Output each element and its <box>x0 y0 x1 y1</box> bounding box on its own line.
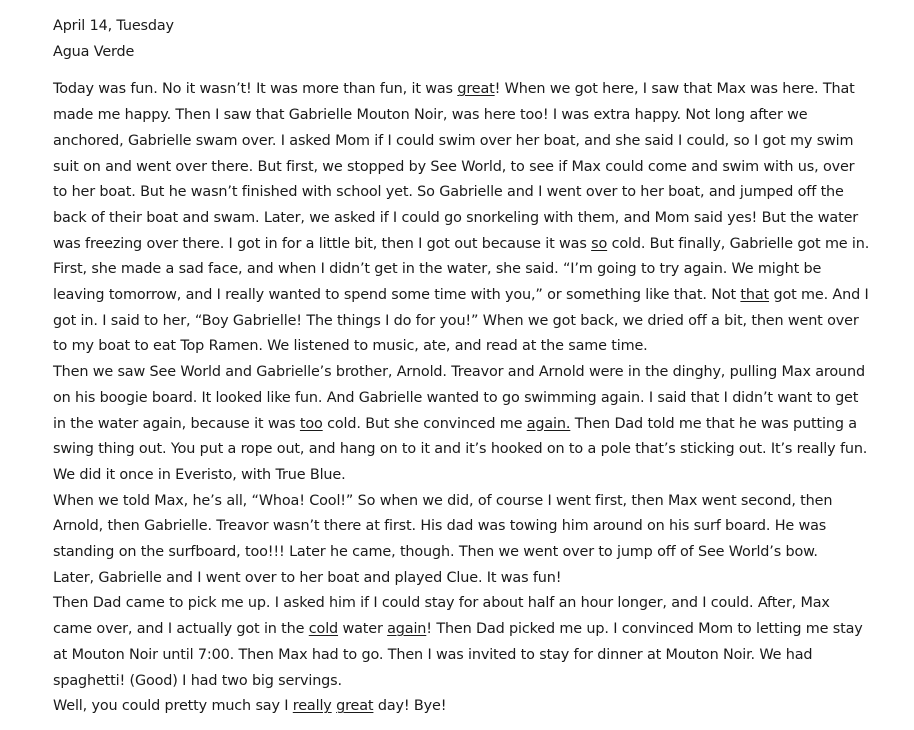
entry-paragraph <box>53 360 873 489</box>
underlined-word: that <box>740 287 770 304</box>
text-run: Then Dad told me that he was putting a swing thing out. You put a rope out, and hang on to it and it’s hooked on to a pole that’s sticking out. It’s really fun. We did it once in Everisto, with True Blue. <box>53 415 868 483</box>
text-run: got me. And I got in. I said to her, “Boy Gabrielle! The things I do for you!” When we got back, we dried off a bit, then went over to my boat to eat Top Ramen. We listened to music, ate, and read at the same time. <box>53 287 869 355</box>
entry-body <box>53 77 873 720</box>
text-run: When we told Max, he’s all, “Whoa! Cool!” So when we did, of course I went first, then Max went second, then Arnold, then Gabrielle. Treavor wasn’t there at first. His dad was towing him around on his surf board. He was standing on the surfboard, too!!! Later he came, though. Then we went over to jump off of See World’s bow. <box>53 492 833 561</box>
underlined-word: again <box>387 621 427 638</box>
underlined-word: really <box>292 698 332 715</box>
underlined-word: cold <box>308 621 339 638</box>
text-run: Today was fun. No it wasn’t! It was more than fun, it was <box>53 81 458 98</box>
entry-paragraph <box>53 694 873 720</box>
text-run: ! When we got here, I saw that Max was here. That made me happy. Then I saw that Gabrielle Mouton Noir, was here too! I was extra happy. Not long after we anchored, Gabrielle swam over. I asked Mom if I could swim over her boat, and she said I could, so I got my swim suit on and went over there. But first, we stopped by See World, to see if Max could come and swim with us, over to her boat. But he wasn’t finished with school yet. So Gabrielle and I went over to her boat, and jumped off the back of their boat and swam. Later, we asked if I could go snorkeling with them, and Mom said yes! But the water was freezing over there. I got in for a little bit, then I got out because it was <box>53 81 859 252</box>
text-run: cold. But finally, Gabrielle got me in. First, she made a sad face, and when I didn’t get in the water, she said. “I’m going to try again. We might be leaving tomorrow, and I really wanted to spend some time with you,” or something like that. Not <box>53 235 870 304</box>
text-run: ! Then Dad picked me up. I convinced Mom to letting me stay at Mouton Noir until 7:00. Then Max had to go. Then I was invited to stay for dinner at Mouton Noir. We had spaghetti! (Good) I had two big servings. <box>53 621 863 689</box>
entry-paragraph <box>53 489 873 566</box>
text-run: Later, Gabrielle and I went over to her boat and played Clue. It was fun! <box>53 569 562 586</box>
underlined-word: great <box>336 698 374 715</box>
underlined-word: so <box>591 235 608 252</box>
underlined-word: too <box>299 415 323 432</box>
entry-paragraph <box>53 591 873 694</box>
entry-location: Agua Verde <box>53 43 135 60</box>
entry-date: April 14, Tuesday <box>53 18 174 34</box>
entry-paragraph <box>53 566 873 592</box>
text-run: Well, you could pretty much say I <box>53 698 293 715</box>
text-run: Then we saw See World and Gabrielle’s brother, Arnold. Treavor and Arnold were in the dinghy, pulling Max around on his boogie board. It looked like fun. And Gabrielle wanted to go swimming again. I said that I didn’t want to get in the water again, because it was <box>53 364 865 432</box>
entry-header <box>53 14 873 65</box>
underlined-word: again. <box>526 415 571 432</box>
underlined-word: great <box>457 81 495 98</box>
journal-page <box>53 14 873 720</box>
text-run: Then Dad came to pick me up. I asked him if I could stay for about half an hour longer, and I could. After, Max came over, and I actually got in the <box>53 595 830 638</box>
text-run: day! Bye! <box>373 698 447 715</box>
text-run: cold. But she convinced me <box>322 415 527 432</box>
entry-paragraph <box>53 77 873 360</box>
text-run: water <box>338 621 388 638</box>
